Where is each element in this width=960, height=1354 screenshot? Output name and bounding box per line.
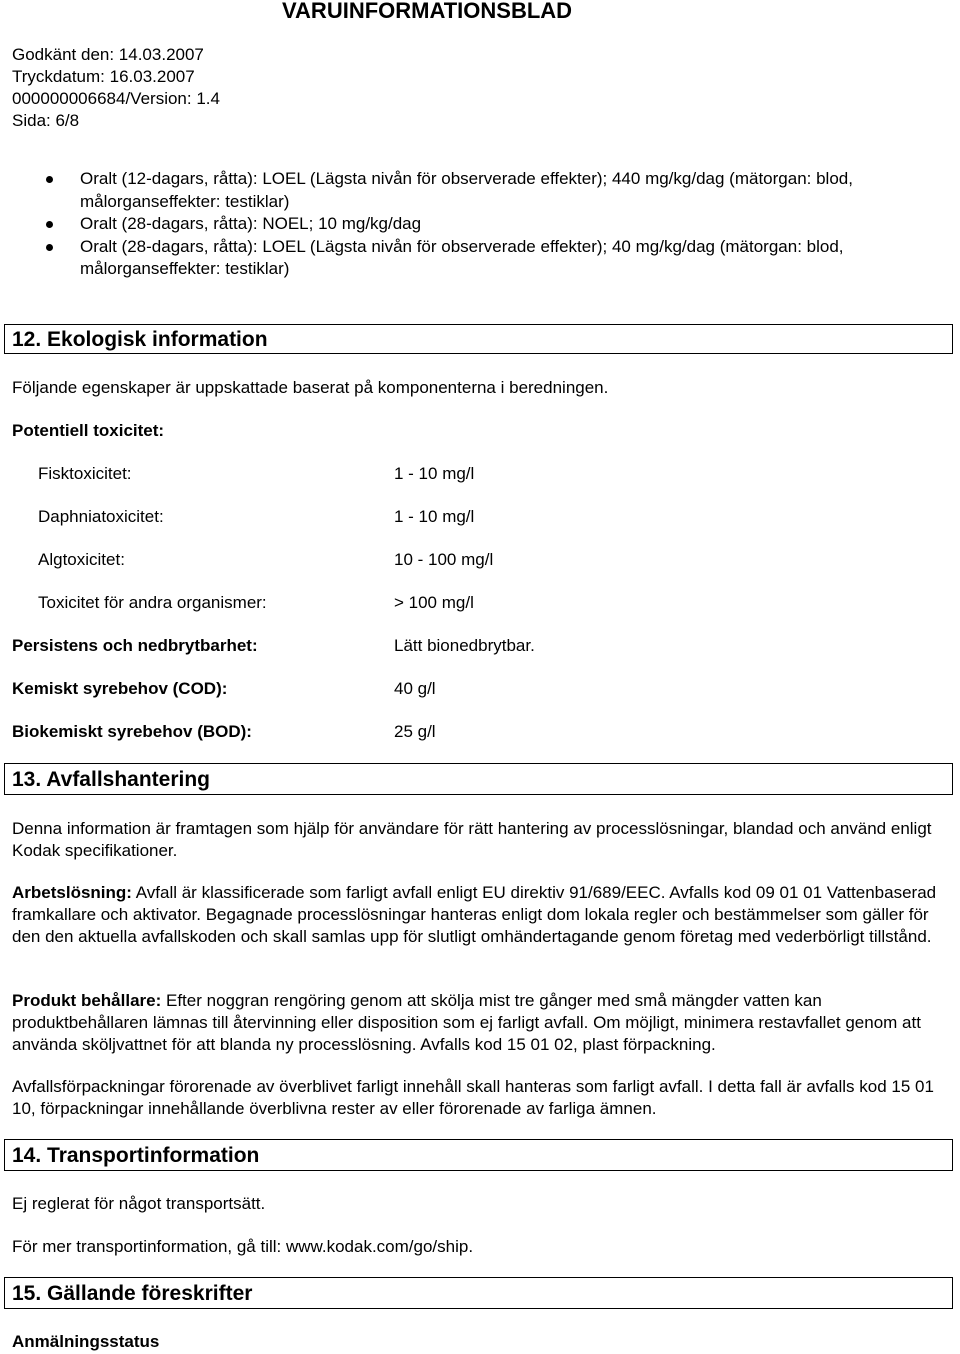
cod-value: 40 g/l <box>394 679 436 698</box>
bod-value: 25 g/l <box>394 722 436 741</box>
fish-toxicity-label: Fisktoxicitet: <box>38 464 132 483</box>
other-toxicity-label: Toxicitet för andra organismer: <box>38 593 267 612</box>
fish-toxicity-value: 1 - 10 mg/l <box>394 464 475 483</box>
approved-date: Godkänt den: 14.03.2007 <box>12 45 204 64</box>
section-13-heading: 13. Avfallshantering <box>4 763 953 795</box>
list-item: Oralt (28-dagars, råtta): NOEL; 10 mg/kg/dag <box>0 213 960 236</box>
packaging-waste-paragraph: Avfallsförpackningar förorenade av överblivet farligt innehåll skall hanteras som farligt avfall. I detta fall är avfalls kod 15 01 10, förpackningar innehållande överblivna rester av eller förorenade av farliga ämnen. <box>12 1077 934 1118</box>
persistence-label: Persistens och nedbrytbarhet: <box>12 636 258 655</box>
document-meta <box>12 44 220 132</box>
persistence-value: Lätt bionedbrytbar. <box>394 636 535 655</box>
toxicity-list <box>0 168 960 281</box>
bullet-icon <box>46 221 53 228</box>
product-container-paragraph: Produkt behållare: Efter noggran rengöring genom att skölja mist tre gånger med små mängder vatten kan produktbehållaren lämnas till återvinning eller disposition som ej farligt avfall. Om möjligt, minimera restavfallet genom att använda sköljvattnet för att blanda ny processlösning. Avfalls kod 15 01 02, plast förpackning. <box>12 991 921 1054</box>
algae-toxicity-label: Algtoxicitet: <box>38 550 125 569</box>
cod-label: Kemiskt syrebehov (COD): <box>12 679 228 698</box>
algae-toxicity-value: 10 - 100 mg/l <box>394 550 494 569</box>
transport-link-text: För mer transportinformation, gå till: www.kodak.com/go/ship. <box>12 1237 474 1256</box>
section-12-intro: Följande egenskaper är uppskattade baserat på komponenterna i beredningen. <box>12 378 609 397</box>
bullet-icon <box>46 244 53 251</box>
document-title: VARUINFORMATIONSBLAD <box>282 0 573 23</box>
potential-toxicity-label: Potentiell toxicitet: <box>12 421 165 440</box>
notification-status-label: Anmälningsstatus <box>12 1332 160 1351</box>
bullet-icon <box>46 176 53 183</box>
list-item: Oralt (12-dagars, råtta): LOEL (Lägsta nivån för observerade effekter); 440 mg/kg/dag (mätorgan: blod, målorganseffekter: testiklar) <box>0 168 960 213</box>
version-number: 000000006684/Version: 1.4 <box>12 89 220 108</box>
section-13-intro: Denna information är framtagen som hjälp för användare för rätt hantering av processlösningar, blandad och använd enligt Kodak specifikationer. <box>12 819 932 860</box>
transport-regulation-text: Ej reglerat för något transportsätt. <box>12 1194 266 1213</box>
list-item: Oralt (28-dagars, råtta): LOEL (Lägsta nivån för observerade effekter); 40 mg/kg/dag (mätorgan: blod, målorganseffekter: testiklar) <box>0 236 960 281</box>
daphnia-toxicity-label: Daphniatoxicitet: <box>38 507 164 526</box>
page-number: Sida: 6/8 <box>12 111 80 130</box>
bod-label: Biokemiskt syrebehov (BOD): <box>12 722 252 741</box>
daphnia-toxicity-value: 1 - 10 mg/l <box>394 507 475 526</box>
section-12-heading: 12. Ekologisk information <box>4 324 953 354</box>
print-date: Tryckdatum: 16.03.2007 <box>12 67 195 86</box>
section-15-heading: 15. Gällande föreskrifter <box>4 1277 953 1309</box>
section-14-heading: 14. Transportinformation <box>4 1139 953 1171</box>
other-toxicity-value: > 100 mg/l <box>394 593 474 612</box>
working-solution-paragraph: Arbetslösning: Avfall är klassificerade som farligt avfall enligt EU direktiv 91/689/EEC. Avfalls kod 09 01 01 Vattenbaserad framkallare och aktivator. Begagnade processlösningar hanteras enligt dom lokala regler och bestämmelser som gäller för den den aktuella avfallskoden och skall samlas upp för slutligt omhändertagande genom företag med vederbörligt tillstånd. <box>12 883 937 946</box>
